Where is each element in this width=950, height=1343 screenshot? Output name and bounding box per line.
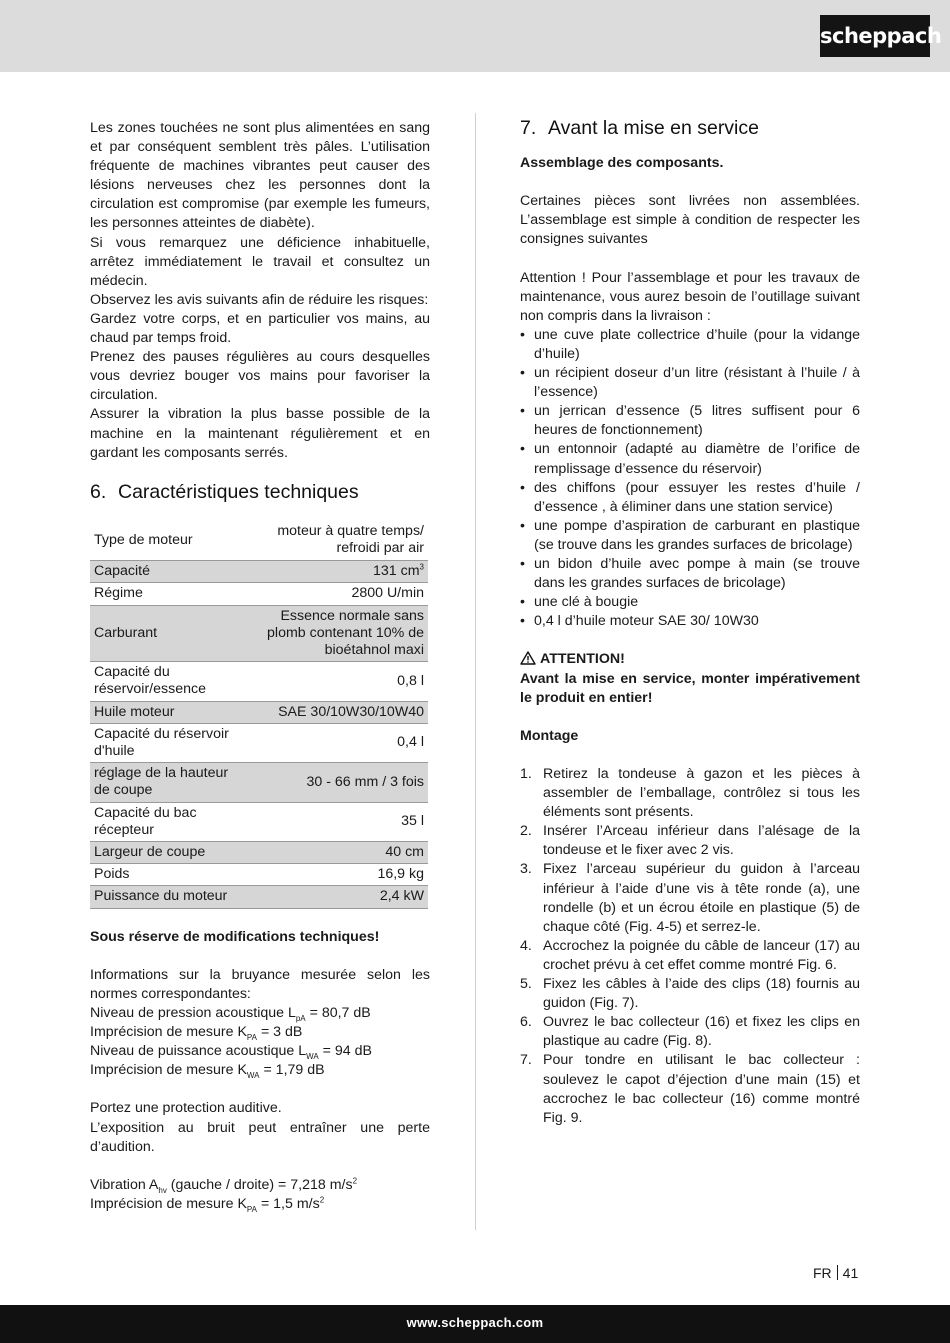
list-item [520, 937, 860, 975]
spec-label: Capacité du bac récepteur [90, 802, 248, 841]
left-column [90, 119, 430, 1214]
spec-value: 35 l [248, 802, 428, 841]
paragraph: Assurer la vibration la plus basse possible de la machine en la maintenant régulièrement et en gardant les composants serrés. [90, 406, 430, 461]
step-number: 7. [520, 1052, 532, 1069]
spec-value: 2800 U/min [248, 583, 428, 605]
warning-triangle-icon [520, 651, 536, 665]
subscript: WA [246, 1071, 260, 1081]
text: = 94 dB [318, 1043, 372, 1060]
page-number-value: 41 [842, 1265, 859, 1281]
spec-label: Huile moteur [90, 701, 248, 723]
bullet: • [520, 594, 525, 611]
bullet: • [520, 517, 525, 534]
assembly-heading: Assemblage des composants. [520, 155, 724, 171]
bullet: • [520, 613, 525, 630]
section-number: 7. [520, 117, 537, 139]
section-heading-7 [520, 115, 860, 141]
list-item-text: un bidon d’huile avec pompe à main (se trouve dans les grandes surfaces de bricolage) [534, 555, 860, 592]
subscript: pA [295, 1013, 306, 1023]
text: Imprécision de mesure K [90, 1195, 247, 1212]
hearing-warning: L’exposition au bruit peut entraîner une perte d’audition. [90, 1119, 430, 1155]
bullet: • [520, 326, 525, 343]
superscript: 2 [319, 1195, 325, 1205]
table-row [90, 561, 428, 583]
table-row [90, 723, 428, 762]
list-item [520, 440, 860, 478]
reserve-note: Sous réserve de modifications techniques! [90, 928, 380, 945]
list-item-text: une cuve plate collectrice d’huile (pour la vidange d’huile) [534, 326, 860, 362]
header-bar [0, 0, 950, 72]
spec-value: 30 - 66 mm / 3 fois [248, 763, 428, 802]
section-title: Avant la mise en service [548, 117, 759, 139]
spec-value: moteur à quatre temps/ refroidi par air [248, 521, 428, 561]
spec-label: Carburant [90, 605, 248, 662]
step-text: Accrochez la poignée du câble de lanceur (17) au crochet prévu à cet effet comme montré Fig. 6. [543, 937, 860, 973]
paragraph: Prenez des pauses régulières au cours desquelles vous devriez bouger vos mains pour favoriser la circulation. [90, 349, 430, 404]
noise-intro: Informations sur la bruyance mesurée selon les normes correspondantes: [90, 966, 430, 1002]
list-item [520, 1051, 860, 1127]
spec-label: Capacité [90, 561, 248, 583]
table-row [90, 605, 428, 662]
list-item-text: un entonnoir (adapté au diamètre de l’orifice de remplissage d’essence du réservoir) [534, 441, 860, 477]
table-row [90, 763, 428, 802]
section-title: Caractéristiques techniques [118, 480, 359, 503]
spec-label: Capacité du réservoir/essence [90, 662, 248, 701]
spec-value: 0,4 l [248, 723, 428, 762]
table-row [90, 864, 428, 886]
table-row [90, 662, 428, 701]
tools-list [520, 326, 860, 632]
subscript: WA [306, 1052, 319, 1062]
text: = 80,7 dB [305, 1005, 371, 1022]
list-item-text: des chiffons (pour essuyer les restes d’huile / d’essence , à éliminer dans une station service) [534, 479, 860, 515]
noise-kwa [90, 1061, 430, 1080]
montage-heading: Montage [520, 727, 579, 744]
list-item [520, 402, 860, 440]
page-language: FR [813, 1265, 832, 1281]
list-item [520, 517, 860, 555]
superscript: 2 [352, 1176, 358, 1186]
text: Niveau de puissance acoustique L [90, 1043, 307, 1060]
vibration-uncertainty [90, 1195, 430, 1214]
montage-steps [520, 765, 860, 1128]
spec-label: Régime [90, 583, 248, 605]
page-number-separator [837, 1265, 838, 1280]
spec-value: SAE 30/10W30/10W40 [248, 701, 428, 723]
table-row [90, 886, 428, 908]
list-item-text: un jerrican d’essence (5 litres suffisent pour 6 heures de fonctionnement) [534, 403, 860, 439]
assembly-paragraph: Certaines pièces sont livrées non assemblées. L’assemblage est simple à condition de respecter les consignes suivantes [520, 193, 860, 248]
section-number: 6. [90, 480, 107, 503]
paragraph: Les zones touchées ne sont plus alimentées en sang et par conséquent semblent très pâles. L’utilisation fréquente de machines vibrantes peut causer des lésions nerveuses chez les personnes dont la circulation est compromise (par exemple les fumeurs, les personnes atteintes de diabète). [90, 120, 430, 232]
bullet: • [520, 441, 525, 458]
spec-label: Poids [90, 864, 248, 886]
spec-label: Capacité du réservoir d'huile [90, 723, 248, 762]
table-row [90, 802, 428, 841]
page-number [813, 1264, 858, 1282]
list-item [520, 479, 860, 517]
bullet: • [520, 403, 525, 420]
subscript: PA [246, 1204, 257, 1214]
step-number: 2. [520, 823, 532, 840]
spec-value: 16,9 kg [248, 864, 428, 886]
text: Vibration A [90, 1176, 159, 1193]
specs-table [90, 521, 428, 909]
noise-pressure [90, 1004, 430, 1023]
list-item [520, 1013, 860, 1051]
text: = 3 dB [257, 1024, 303, 1041]
step-text: Ouvrez le bac collecteur (16) et fixez les clips en plastique au cadre (Fig. 8). [543, 1014, 860, 1050]
bullet: • [520, 365, 525, 382]
noise-power [90, 1042, 430, 1061]
table-row [90, 701, 428, 723]
step-number: 1. [520, 766, 532, 782]
step-number: 3. [520, 861, 532, 878]
list-item-text: une clé à bougie [534, 594, 639, 611]
list-item-text: une pompe d’aspiration de carburant en plastique (se trouve dans les grandes surfaces de bricolage) [534, 517, 860, 553]
text: Imprécision de mesure K [90, 1024, 247, 1041]
spec-label: réglage de la hauteur de coupe [90, 763, 248, 802]
spec-value: 0,8 l [248, 662, 428, 701]
column-divider [475, 113, 476, 1230]
spec-value: 40 cm [248, 842, 428, 864]
warning-title-text: ATTENTION! [540, 651, 625, 668]
list-item [520, 822, 860, 860]
step-text: Fixez les câbles à l’aide des clips (18) fournis au guidon (Fig. 7). [543, 976, 860, 1012]
subscript: hv [158, 1185, 167, 1195]
vibration-value [90, 1176, 430, 1195]
step-text: Pour tondre en utilisant le bac collecteur : soulevez le capot d’éjection d’une main (15) et accrochez le bac collecteur (16) comme montré Fig. 9. [543, 1052, 860, 1126]
table-row [90, 521, 428, 561]
spec-value-text: 131 cm [373, 563, 420, 580]
brand-logo: scheppach [820, 15, 930, 57]
table-row [90, 842, 428, 864]
text: = 1,79 dB [259, 1062, 325, 1079]
step-number: 5. [520, 976, 532, 993]
superscript: 3 [419, 562, 424, 572]
footer-url[interactable]: www.scheppach.com [406, 1315, 544, 1330]
spec-label: Type de moteur [90, 521, 248, 561]
paragraph: Observez les avis suivants afin de réduire les risques: [90, 291, 429, 308]
text: Imprécision de mesure K [90, 1062, 247, 1079]
subscript: PA [246, 1032, 257, 1042]
list-item [520, 555, 860, 593]
spec-label: Puissance du moteur [90, 886, 248, 908]
bullet: • [520, 555, 525, 572]
list-item-text: un récipient doseur d’un litre (résistant à l’huile / à l’essence) [534, 365, 860, 401]
text: Niveau de pression acoustique L [90, 1005, 296, 1022]
section-heading-6 [90, 479, 430, 505]
footer-bar [0, 1305, 950, 1343]
bullet: • [520, 479, 525, 496]
list-item [520, 593, 860, 612]
paragraph: Gardez votre corps, et en particulier vos mains, au chaud par temps froid. [90, 310, 430, 347]
hearing-protection: Portez une protection auditive. [90, 1100, 282, 1117]
list-item-text: 0,4 l d’huile moteur SAE 30/ 10W30 [534, 613, 759, 630]
list-item [520, 326, 860, 364]
spec-value [248, 561, 428, 583]
list-item [520, 364, 860, 402]
spec-value: 2,4 kW [248, 886, 428, 908]
spec-value: Essence normale sans plomb contenant 10% de bioétahnol maxi [248, 605, 428, 662]
table-row [90, 583, 428, 605]
list-item [520, 765, 860, 822]
attention-paragraph: Attention ! Pour l’assemblage et pour les travaux de maintenance, vous aurez besoin de l’outillage suivant non compris dans la livraison : [520, 269, 860, 324]
step-text: Insérer l’Arceau inférieur dans l’alésage de la tondeuse et le fixer avec 2 vis. [543, 823, 860, 859]
list-item [520, 612, 860, 631]
noise-kpa [90, 1023, 430, 1042]
step-text: Fixez l’arceau supérieur du guidon à l’arceau inférieur à l’aide d’une vis à tête ronde (a), une rondelle (b) et un écrou étoile en plastique (5) de chaque côté (Fig. 4-5) et serrez-le. [543, 861, 860, 935]
list-item [520, 975, 860, 1013]
text: = 1,5 m/s [257, 1195, 320, 1212]
warning-title [520, 650, 860, 669]
spec-label: Largeur de coupe [90, 842, 248, 864]
step-number: 4. [520, 937, 532, 954]
paragraph: Si vous remarquez une déficience inhabituelle, arrêtez immédiatement le travail et consultez un médecin. [90, 234, 430, 289]
right-column [520, 119, 860, 1128]
warning-text: Avant la mise en service, monter impérativement le produit en entier! [520, 670, 860, 706]
text: (gauche / droite) = 7,218 m/s [166, 1176, 353, 1193]
step-text: Retirez la tondeuse à gazon et les pièces à assembler de l’emballage, contrôlez si tous les éléments sont présents. [543, 766, 860, 821]
list-item [520, 860, 860, 936]
step-number: 6. [520, 1014, 532, 1031]
